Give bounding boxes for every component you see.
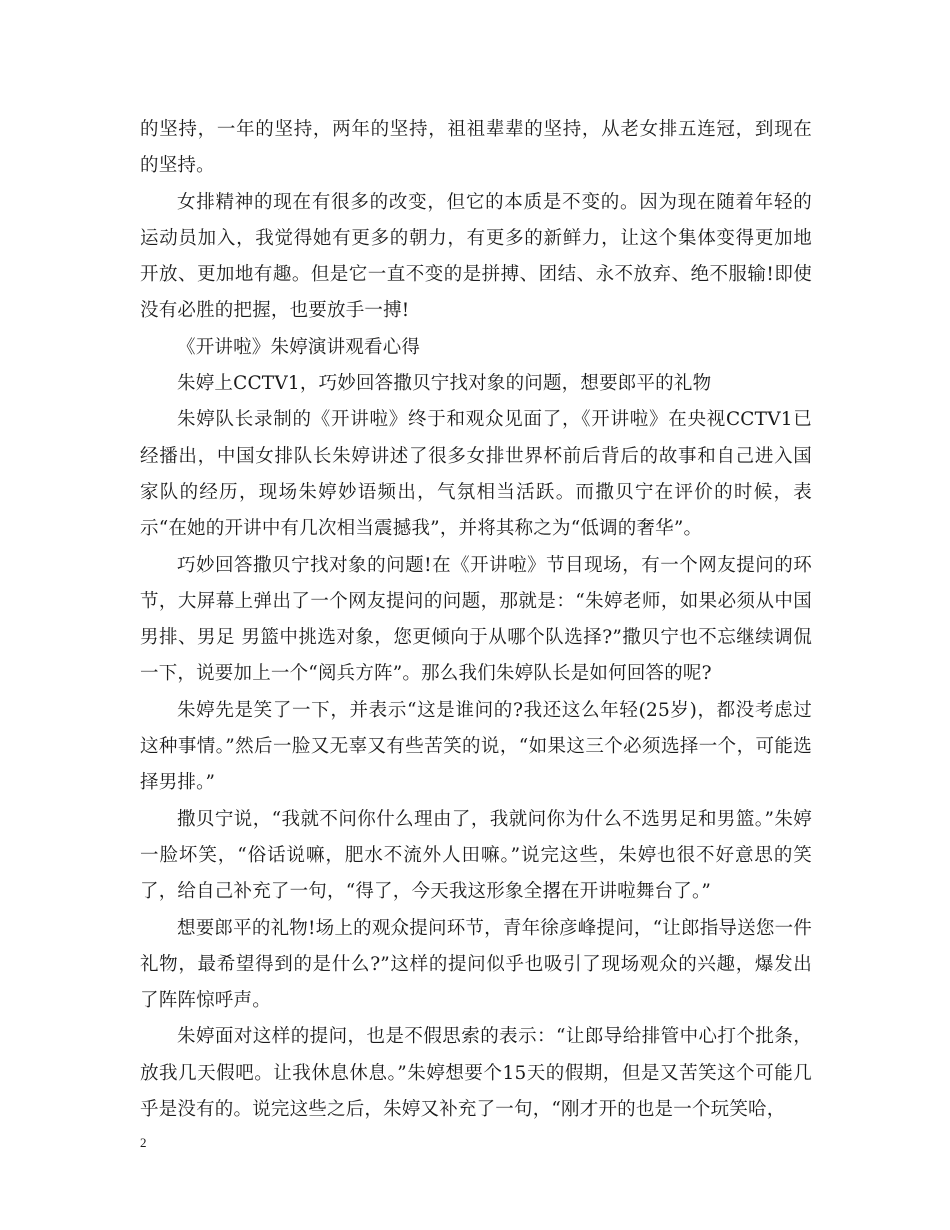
paragraph: 巧妙回答撒贝宁找对象的问题!在《开讲啦》节目现场，有一个网友提问的环节，大屏幕上弹出了一个网友提问的问题，那就是：“朱婷老师，如果必须从中国男排、男足 男篮中挑选对象，您更倾向于从哪个队选择?”撒贝宁也不忘继续调侃一下，说要加上一个“阅兵方阵”。那么我们朱婷队长是如何回答的呢? [140,554,812,685]
body-text [140,112,812,1128]
paragraph: 朱婷队长录制的《开讲啦》终于和观众见面了，《开讲啦》在央视CCTV1已经播出，中国女排队长朱婷讲述了很多女排世界杯前后背后的故事和自己进入国家队的经历，现场朱婷妙语频出，气氛相当活跃。而撒贝宁在评价的时候，表示“在她的开讲中有几次相当震撼我”，并将其称之为“低调的奢华”。 [140,409,812,540]
paragraph: 的坚持，一年的坚持，两年的坚持，祖祖辈辈的坚持，从老女排五连冠，到现在的坚持。 [140,119,812,177]
paragraph: 朱婷先是笑了一下，并表示“这是谁问的?我还这么年轻(25岁)，都没考虑过这种事情。”然后一脸又无辜又有些苦笑的说，“如果这三个必须选择一个，可能选择男排。” [140,699,812,794]
page-number: 2 [140,1135,147,1150]
section-heading: 《开讲啦》朱婷演讲观看心得 [177,336,421,358]
paragraph: 撒贝宁说，“我就不问你什么理由了，我就问你为什么不选男足和男篮。”朱婷一脸坏笑，“俗话说嘛，肥水不流外人田嘛。”说完这些，朱婷也很不好意思的笑了，给自己补充了一句，“得了，今天我这形象全撂在开讲啦舞台了。” [140,808,812,903]
paragraph: 想要郎平的礼物!场上的观众提问环节，青年徐彦峰提问，“让郎指导送您一件礼物，最希望得到的是什么?”这样的提问似乎也吸引了现场观众的兴趣，爆发出了阵阵惊呼声。 [140,917,812,1012]
paragraph: 女排精神的现在有很多的改变，但它的本质是不变的。因为现在随着年轻的运动员加入，我觉得她有更多的朝力，有更多的新鲜力，让这个集体变得更加地开放、更加地有趣。但是它一直不变的是拼搏、团结、永不放弃、绝不服输!即使没有必胜的把握，也要放手一搏! [140,191,812,322]
paragraph: 朱婷上CCTV1，巧妙回答撒贝宁找对象的问题，想要郎平的礼物 [177,373,712,395]
paragraph: 朱婷面对这样的提问，也是不假思索的表示：“让郎导给排管中心打个批条，放我几天假吧。让我休息休息。”朱婷想要个15天的假期，但是又苦笑这个可能几乎是没有的。说完这些之后，朱婷又补充了一句，“刚才开的也是一个玩笑哈， [140,1026,812,1121]
